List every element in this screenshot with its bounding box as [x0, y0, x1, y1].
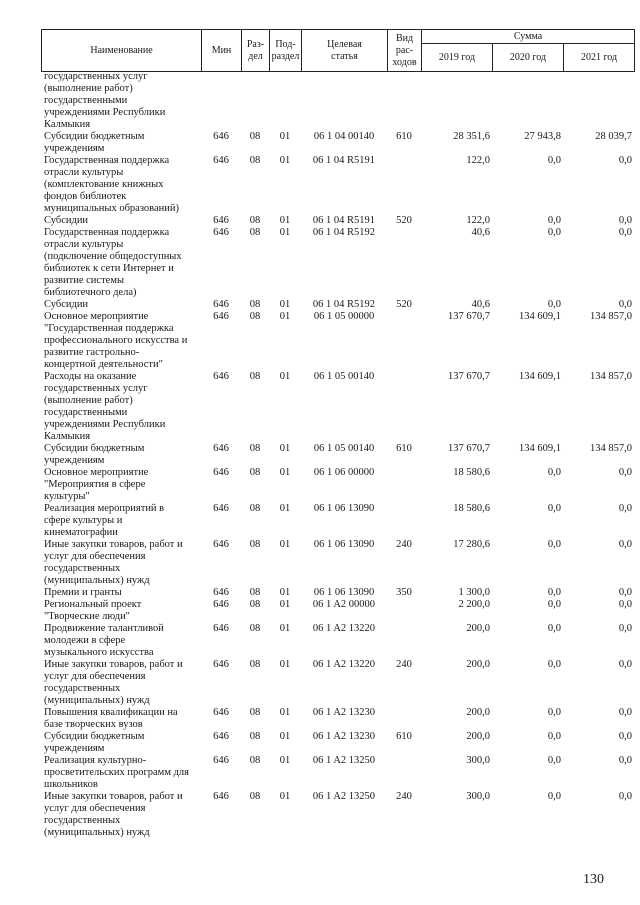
row-target: 06 1 05 00140 — [313, 443, 375, 454]
row-podrazdel: 01 — [279, 311, 291, 322]
row-sum-2021: 0,0 — [618, 659, 632, 670]
row-target: 06 1 A2 13230 — [312, 707, 376, 718]
row-sum-2019: 28 351,6 — [453, 131, 490, 142]
row-vid — [387, 371, 421, 443]
header-2020: 2020 год — [493, 44, 564, 72]
row-sum-2021: 0,0 — [618, 791, 632, 802]
table-row — [41, 731, 634, 755]
row-podrazdel: 01 — [279, 443, 291, 454]
row-min: 646 — [213, 467, 229, 478]
row-sum-2019: 137 670,7 — [448, 371, 490, 382]
row-name: Субсидии бюджетным учреждениям — [44, 131, 145, 154]
row-sum-2019: 300,0 — [466, 791, 490, 802]
row-name: Государственная поддержка отрасли культуры (подключение общедоступных библиотек к сети Интернет и развитие системы библиотечного дела) — [44, 227, 182, 298]
row-sum-2021: 0,0 — [618, 599, 632, 610]
row-vid — [387, 155, 421, 215]
row-razdel: 08 — [249, 503, 261, 514]
row-name: Реализация культурно- просветительских программ для школьников — [44, 755, 190, 790]
row-sum-2019: 300,0 — [466, 755, 490, 766]
row-name: Реализация мероприятий в сфере культуры и кинематографии — [44, 503, 165, 538]
table-row — [41, 587, 634, 599]
row-podrazdel: 01 — [279, 299, 291, 310]
header-summa: Сумма — [422, 30, 635, 44]
row-target: 06 1 06 13090 — [313, 539, 375, 550]
row-sum-2019: 200,0 — [466, 623, 490, 634]
row-vid: 520 — [396, 215, 412, 226]
row-sum-2021: 134 857,0 — [590, 443, 632, 454]
header-name: Наименование — [42, 30, 202, 72]
row-min: 646 — [213, 311, 229, 322]
row-target: 06 1 06 13090 — [313, 587, 375, 598]
row-sum-2020: 0,0 — [547, 215, 561, 226]
row-sum-2019: 122,0 — [466, 215, 490, 226]
row-min: 646 — [213, 587, 229, 598]
row-sum-2019: 137 670,7 — [448, 443, 490, 454]
row-podrazdel: 01 — [279, 755, 291, 766]
row-min: 646 — [213, 755, 229, 766]
row-target: 06 1 04 00140 — [313, 131, 375, 142]
row-sum-2019: 18 580,6 — [453, 503, 490, 514]
row-min: 646 — [213, 215, 229, 226]
row-razdel: 08 — [249, 215, 261, 226]
row-target: 06 1 A2 00000 — [312, 599, 376, 610]
row-name: Иные закупки товаров, работ и услуг для обеспечения государственных (муниципальных) нужд — [44, 659, 183, 706]
table-row — [41, 659, 634, 707]
row-sum-2019: 18 580,6 — [453, 467, 490, 478]
row-name: Иные закупки товаров, работ и услуг для обеспечения государственных (муниципальных) нужд — [44, 539, 183, 586]
row-target: 06 1 05 00000 — [313, 311, 375, 322]
row-vid — [387, 623, 421, 659]
row-vid: 610 — [396, 731, 412, 742]
row-min: 646 — [213, 599, 229, 610]
row-name: Субсидии — [44, 215, 89, 226]
row-podrazdel: 01 — [279, 587, 291, 598]
row-vid: 350 — [396, 587, 412, 598]
row-vid: 240 — [396, 539, 412, 550]
table-row — [41, 755, 634, 791]
row-vid — [387, 311, 421, 371]
row-podrazdel — [269, 71, 301, 131]
row-podrazdel: 01 — [279, 791, 291, 802]
row-sum-2020: 0,0 — [547, 707, 561, 718]
row-min: 646 — [213, 707, 229, 718]
row-sum-2019: 200,0 — [466, 707, 490, 718]
table-row — [41, 371, 634, 443]
row-sum-2020: 0,0 — [547, 755, 561, 766]
row-name: Продвижение талантливой молодежи в сфере музыкального искусства — [44, 623, 164, 658]
row-razdel: 08 — [249, 791, 261, 802]
row-podrazdel: 01 — [279, 707, 291, 718]
row-name: Расходы на оказание государственных услуг (выполнение работ) государственными учреждениями Республики Калмыкия — [44, 371, 166, 442]
row-sum-2021: 0,0 — [618, 155, 632, 166]
row-name: Субсидии — [44, 299, 89, 310]
row-razdel: 08 — [249, 155, 261, 166]
budget-table — [41, 71, 634, 839]
row-sum-2021 — [563, 71, 634, 131]
row-sum-2019: 122,0 — [466, 155, 490, 166]
row-sum-2021: 0,0 — [618, 707, 632, 718]
row-podrazdel: 01 — [279, 539, 291, 550]
row-sum-2019: 137 670,7 — [448, 311, 490, 322]
row-min: 646 — [213, 443, 229, 454]
row-target: 06 1 04 R5191 — [312, 155, 376, 166]
row-vid — [387, 71, 421, 131]
table-row — [41, 443, 634, 467]
row-sum-2020: 27 943,8 — [524, 131, 561, 142]
row-name: Повышения квалификации на базе творческих вузов — [44, 707, 178, 730]
row-razdel: 08 — [249, 467, 261, 478]
header-razdel: Раз- дел — [242, 30, 270, 72]
row-target: 06 1 A2 13230 — [312, 731, 376, 742]
row-sum-2019 — [421, 71, 492, 131]
row-sum-2021: 28 039,7 — [595, 131, 632, 142]
row-sum-2019: 40,6 — [471, 299, 490, 310]
row-sum-2020: 0,0 — [547, 731, 561, 742]
row-sum-2019: 1 300,0 — [458, 587, 490, 598]
table-row — [41, 311, 634, 371]
row-target: 06 1 A2 13220 — [312, 623, 376, 634]
row-sum-2020: 134 609,1 — [519, 371, 561, 382]
row-razdel: 08 — [249, 311, 261, 322]
row-min: 646 — [213, 659, 229, 670]
row-vid: 610 — [396, 131, 412, 142]
row-target — [301, 71, 387, 131]
header-vid: Вид рас- ходов — [388, 30, 422, 72]
table-header — [41, 29, 635, 72]
row-min: 646 — [213, 791, 229, 802]
row-min: 646 — [213, 539, 229, 550]
row-target: 06 1 A2 13250 — [312, 755, 376, 766]
header-2021: 2021 год — [564, 44, 635, 72]
row-podrazdel: 01 — [279, 467, 291, 478]
row-razdel: 08 — [249, 443, 261, 454]
row-name: Региональный проект "Творческие люди" — [44, 599, 142, 622]
row-sum-2020: 0,0 — [547, 467, 561, 478]
table-row — [41, 599, 634, 623]
row-min: 646 — [213, 623, 229, 634]
row-vid — [387, 467, 421, 503]
row-min: 646 — [213, 503, 229, 514]
row-sum-2019: 17 280,6 — [453, 539, 490, 550]
row-podrazdel: 01 — [279, 131, 291, 142]
row-podrazdel: 01 — [279, 731, 291, 742]
row-sum-2021: 0,0 — [618, 623, 632, 634]
table-row — [41, 623, 634, 659]
row-vid — [387, 599, 421, 623]
row-sum-2020: 0,0 — [547, 539, 561, 550]
row-sum-2021: 0,0 — [618, 227, 632, 238]
row-razdel — [241, 71, 269, 131]
row-podrazdel: 01 — [279, 623, 291, 634]
row-sum-2021: 0,0 — [618, 587, 632, 598]
header-target: Целевая статья — [302, 30, 388, 72]
row-vid: 240 — [396, 659, 412, 670]
row-sum-2019: 2 200,0 — [458, 599, 490, 610]
row-name: государственных услуг (выполнение работ) государственными учреждениями Республики Калмыкия — [44, 71, 166, 130]
table-row — [41, 71, 634, 131]
row-sum-2020: 0,0 — [547, 623, 561, 634]
row-name: Основное мероприятие "Мероприятия в сфере культуры" — [44, 467, 149, 502]
row-vid — [387, 227, 421, 299]
row-target: 06 1 05 00140 — [313, 371, 375, 382]
row-sum-2020: 0,0 — [547, 155, 561, 166]
row-razdel: 08 — [249, 539, 261, 550]
row-min: 646 — [213, 227, 229, 238]
row-sum-2021: 0,0 — [618, 467, 632, 478]
row-podrazdel: 01 — [279, 227, 291, 238]
row-vid: 610 — [396, 443, 412, 454]
row-sum-2019: 200,0 — [466, 731, 490, 742]
row-razdel: 08 — [249, 707, 261, 718]
row-vid — [387, 707, 421, 731]
row-podrazdel: 01 — [279, 503, 291, 514]
row-name: Субсидии бюджетным учреждениям — [44, 731, 145, 754]
row-podrazdel: 01 — [279, 599, 291, 610]
row-sum-2020 — [492, 71, 563, 131]
row-sum-2020: 0,0 — [547, 791, 561, 802]
row-sum-2019: 200,0 — [466, 659, 490, 670]
row-podrazdel: 01 — [279, 371, 291, 382]
row-target: 06 1 06 13090 — [313, 503, 375, 514]
row-sum-2021: 134 857,0 — [590, 371, 632, 382]
row-min: 646 — [213, 731, 229, 742]
row-sum-2020: 0,0 — [547, 503, 561, 514]
row-sum-2021: 0,0 — [618, 539, 632, 550]
row-name: Премии и гранты — [44, 587, 122, 598]
row-target: 06 1 A2 13250 — [312, 791, 376, 802]
row-vid: 520 — [396, 299, 412, 310]
row-razdel: 08 — [249, 755, 261, 766]
row-podrazdel: 01 — [279, 155, 291, 166]
row-razdel: 08 — [249, 587, 261, 598]
row-podrazdel: 01 — [279, 215, 291, 226]
header-podrazdel: Под- раздел — [270, 30, 302, 72]
table-row — [41, 707, 634, 731]
row-min: 646 — [213, 155, 229, 166]
row-sum-2019: 40,6 — [471, 227, 490, 238]
header-min: Мин — [202, 30, 242, 72]
row-sum-2021: 0,0 — [618, 755, 632, 766]
row-name: Основное мероприятие "Государственная поддержка профессионального искусства и развитие гастрольно- концертной деятельности" — [44, 311, 188, 370]
row-name: Государственная поддержка отрасли культуры (комплектование книжных фондов библиотек муниципальных образований) — [44, 155, 179, 214]
table-row — [41, 215, 634, 227]
row-target: 06 1 A2 13220 — [312, 659, 376, 670]
row-sum-2020: 0,0 — [547, 659, 561, 670]
row-vid — [387, 503, 421, 539]
row-razdel: 08 — [249, 131, 261, 142]
row-min: 646 — [213, 371, 229, 382]
table-row — [41, 227, 634, 299]
row-vid — [387, 755, 421, 791]
row-sum-2021: 0,0 — [618, 503, 632, 514]
row-razdel: 08 — [249, 371, 261, 382]
row-razdel: 08 — [249, 599, 261, 610]
row-name: Субсидии бюджетным учреждениям — [44, 443, 145, 466]
row-name: Иные закупки товаров, работ и услуг для обеспечения государственных (муниципальных) нужд — [44, 791, 183, 838]
row-razdel: 08 — [249, 299, 261, 310]
row-sum-2021: 0,0 — [618, 299, 632, 310]
row-target: 06 1 04 R5192 — [312, 299, 376, 310]
table-row — [41, 503, 634, 539]
row-vid: 240 — [396, 791, 412, 802]
table-row — [41, 539, 634, 587]
row-target: 06 1 04 R5192 — [312, 227, 376, 238]
row-sum-2021: 0,0 — [618, 215, 632, 226]
table-row — [41, 791, 634, 839]
row-min — [201, 71, 241, 131]
row-sum-2021: 0,0 — [618, 731, 632, 742]
row-sum-2020: 134 609,1 — [519, 311, 561, 322]
table-row — [41, 467, 634, 503]
row-razdel: 08 — [249, 731, 261, 742]
table-row — [41, 299, 634, 311]
row-razdel: 08 — [249, 659, 261, 670]
row-razdel: 08 — [249, 227, 261, 238]
row-podrazdel: 01 — [279, 659, 291, 670]
page-number: 130 — [583, 872, 604, 887]
row-sum-2020: 0,0 — [547, 227, 561, 238]
row-sum-2020: 0,0 — [547, 599, 561, 610]
header-2019: 2019 год — [422, 44, 493, 72]
row-razdel: 08 — [249, 623, 261, 634]
row-target: 06 1 04 R5191 — [312, 215, 376, 226]
row-sum-2020: 134 609,1 — [519, 443, 561, 454]
row-sum-2020: 0,0 — [547, 587, 561, 598]
table-row — [41, 131, 634, 155]
table-row — [41, 155, 634, 215]
row-min: 646 — [213, 299, 229, 310]
row-target: 06 1 06 00000 — [313, 467, 375, 478]
row-sum-2021: 134 857,0 — [590, 311, 632, 322]
row-sum-2020: 0,0 — [547, 299, 561, 310]
row-min: 646 — [213, 131, 229, 142]
